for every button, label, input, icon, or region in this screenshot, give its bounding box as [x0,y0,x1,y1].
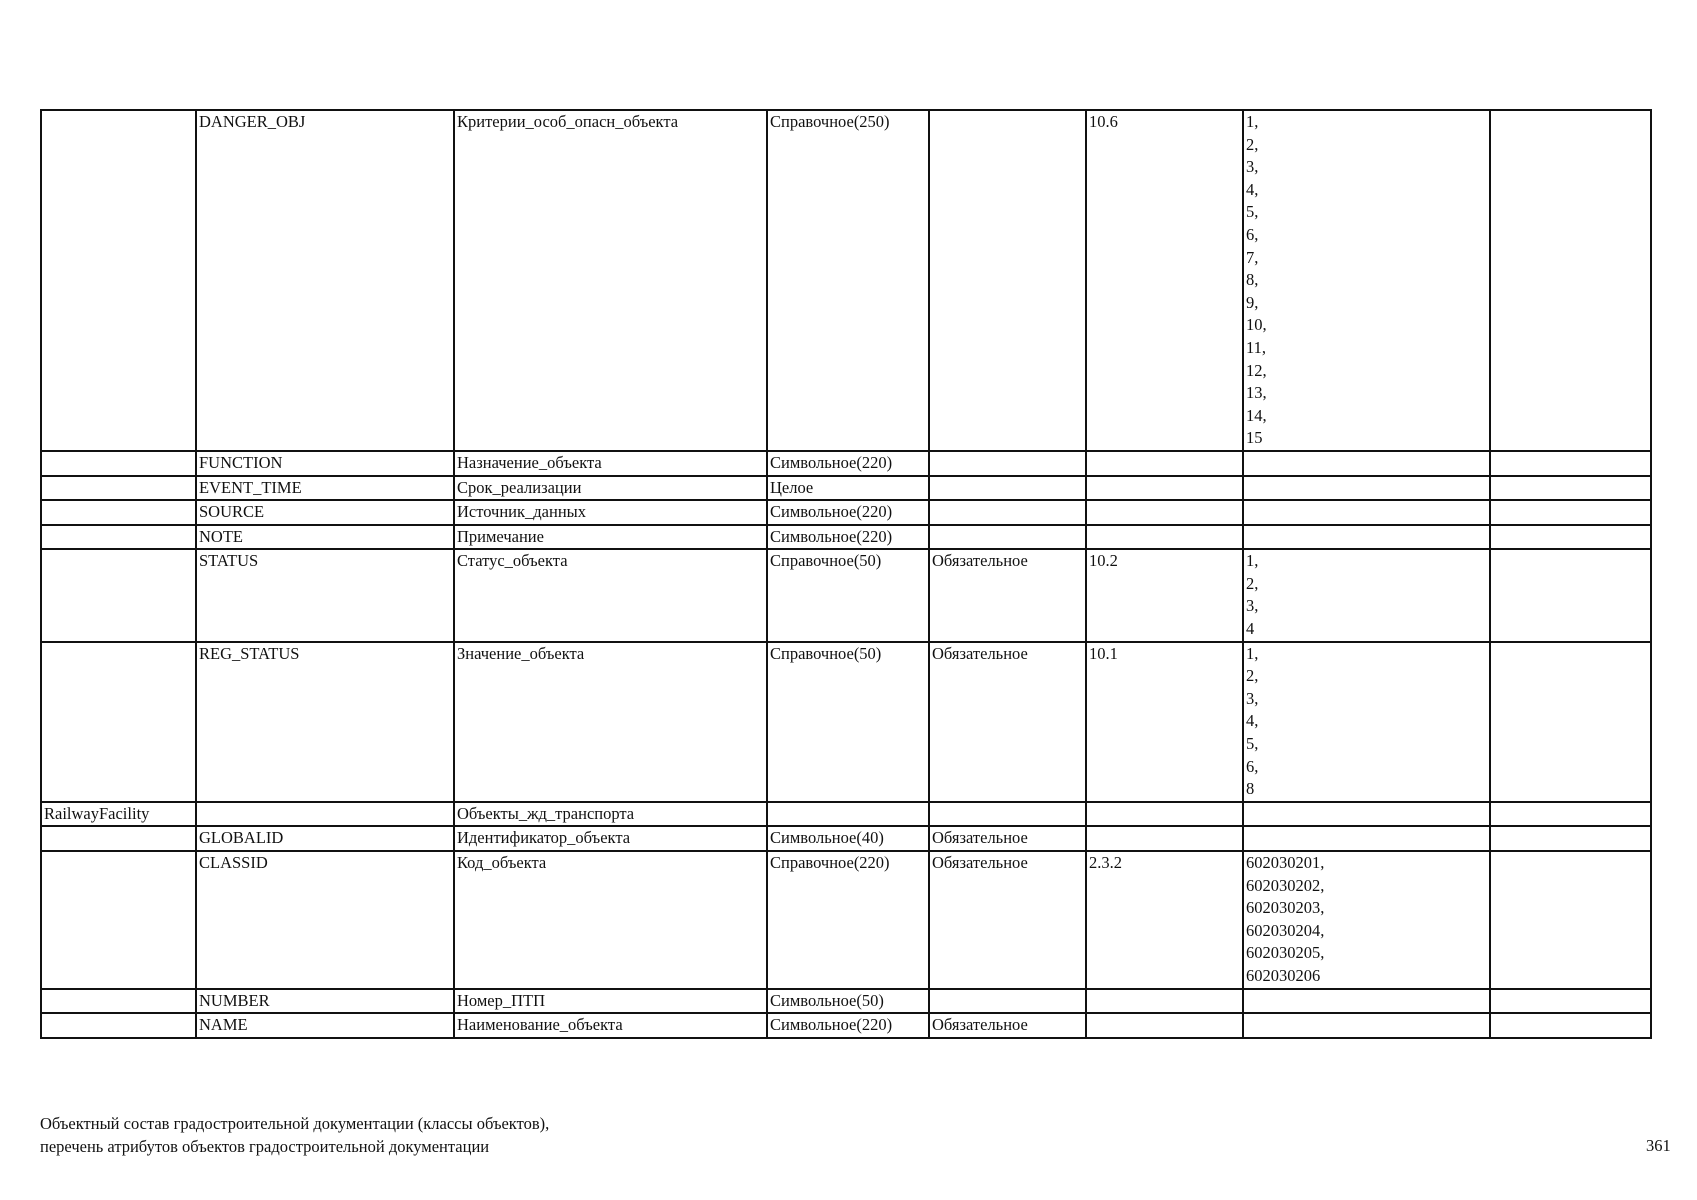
cell-field-type: Символьное(40) [767,826,929,851]
table-row [41,525,1651,550]
cell-field-alias: Назначение_объекта [454,451,767,476]
cell-field-alias: Статус_объекта [454,549,767,641]
cell-field-alias: Примечание [454,525,767,550]
cell-values [1243,476,1490,501]
cell-field-type: Символьное(220) [767,525,929,550]
cell-class-name: RailwayFacility [41,802,196,827]
cell-note [1490,826,1651,851]
cell-required [929,989,1086,1014]
cell-reference: 10.2 [1086,549,1243,641]
cell-note [1490,525,1651,550]
cell-values: 1, 2, 3, 4, 5, 6, 7, 8, 9, 10, 11, 12, 13, 14, 15 [1243,110,1490,451]
cell-reference [1086,1013,1243,1038]
cell-field-type: Символьное(220) [767,500,929,525]
cell-required: Обязательное [929,851,1086,989]
cell-class-name [41,500,196,525]
cell-reference [1086,525,1243,550]
cell-note [1490,1013,1651,1038]
table-row [41,110,1651,451]
cell-required [929,451,1086,476]
cell-required: Обязательное [929,1013,1086,1038]
cell-field-alias: Идентификатор_объекта [454,826,767,851]
cell-note [1490,549,1651,641]
cell-field-type: Справочное(50) [767,549,929,641]
cell-reference [1086,826,1243,851]
cell-required [929,110,1086,451]
cell-field-name: DANGER_OBJ [196,110,454,451]
cell-reference: 10.6 [1086,110,1243,451]
cell-field-name: GLOBALID [196,826,454,851]
cell-values: 1, 2, 3, 4 [1243,549,1490,641]
cell-field-alias: Номер_ПТП [454,989,767,1014]
cell-required: Обязательное [929,642,1086,802]
cell-field-name [196,802,454,827]
cell-class-name [41,110,196,451]
cell-required [929,500,1086,525]
table-body [41,110,1651,1038]
cell-values [1243,989,1490,1014]
cell-note [1490,989,1651,1014]
cell-field-name: NOTE [196,525,454,550]
cell-field-type: Справочное(50) [767,642,929,802]
cell-field-name: SOURCE [196,500,454,525]
cell-field-type: Целое [767,476,929,501]
cell-field-alias: Критерии_особ_опасн_объекта [454,110,767,451]
table-row [41,826,1651,851]
cell-field-type: Символьное(220) [767,1013,929,1038]
cell-class-name [41,826,196,851]
table-row [41,476,1651,501]
cell-required: Обязательное [929,826,1086,851]
cell-values [1243,451,1490,476]
cell-note [1490,500,1651,525]
cell-field-name: NAME [196,1013,454,1038]
cell-class-name [41,851,196,989]
cell-class-name [41,451,196,476]
table-row [41,802,1651,827]
table-row [41,642,1651,802]
cell-note [1490,110,1651,451]
cell-values [1243,525,1490,550]
cell-class-name [41,1013,196,1038]
cell-field-alias: Объекты_жд_транспорта [454,802,767,827]
cell-note [1490,451,1651,476]
cell-class-name [41,476,196,501]
table-row [41,851,1651,989]
footer-line-2: перечень атрибутов объектов градостроительной документации [40,1137,490,1156]
table-row [41,1013,1651,1038]
cell-class-name [41,549,196,641]
cell-required [929,525,1086,550]
cell-note [1490,642,1651,802]
cell-required [929,476,1086,501]
cell-class-name [41,525,196,550]
cell-values: 1, 2, 3, 4, 5, 6, 8 [1243,642,1490,802]
table-row [41,500,1651,525]
cell-reference [1086,802,1243,827]
cell-note [1490,851,1651,989]
cell-field-type: Справочное(220) [767,851,929,989]
cell-values [1243,802,1490,827]
footer-line-1: Объектный состав градостроительной документации (классы объектов), [40,1114,550,1133]
table-row [41,549,1651,641]
cell-field-alias: Наименование_объекта [454,1013,767,1038]
cell-values [1243,826,1490,851]
cell-required [929,802,1086,827]
cell-class-name [41,989,196,1014]
table-row [41,989,1651,1014]
cell-required: Обязательное [929,549,1086,641]
table-row [41,451,1651,476]
cell-field-name: STATUS [196,549,454,641]
cell-note [1490,802,1651,827]
page-number: 361 [1646,1136,1671,1155]
cell-values [1243,500,1490,525]
cell-class-name [41,642,196,802]
cell-note [1490,476,1651,501]
cell-field-name: EVENT_TIME [196,476,454,501]
cell-reference [1086,989,1243,1014]
cell-reference: 10.1 [1086,642,1243,802]
cell-values: 602030201, 602030202, 602030203, 602030204, 602030205, 602030206 [1243,851,1490,989]
cell-field-alias: Код_объекта [454,851,767,989]
cell-reference [1086,500,1243,525]
cell-field-name: CLASSID [196,851,454,989]
cell-field-alias: Источник_данных [454,500,767,525]
cell-field-alias: Значение_объекта [454,642,767,802]
cell-field-type: Символьное(50) [767,989,929,1014]
cell-values [1243,1013,1490,1038]
footer-caption [40,1112,549,1158]
cell-reference [1086,476,1243,501]
attributes-table [40,109,1652,1039]
cell-reference [1086,451,1243,476]
cell-field-type: Справочное(250) [767,110,929,451]
cell-field-type: Символьное(220) [767,451,929,476]
cell-reference: 2.3.2 [1086,851,1243,989]
cell-field-name: FUNCTION [196,451,454,476]
cell-field-name: REG_STATUS [196,642,454,802]
cell-field-name: NUMBER [196,989,454,1014]
cell-field-type [767,802,929,827]
cell-field-alias: Срок_реализации [454,476,767,501]
